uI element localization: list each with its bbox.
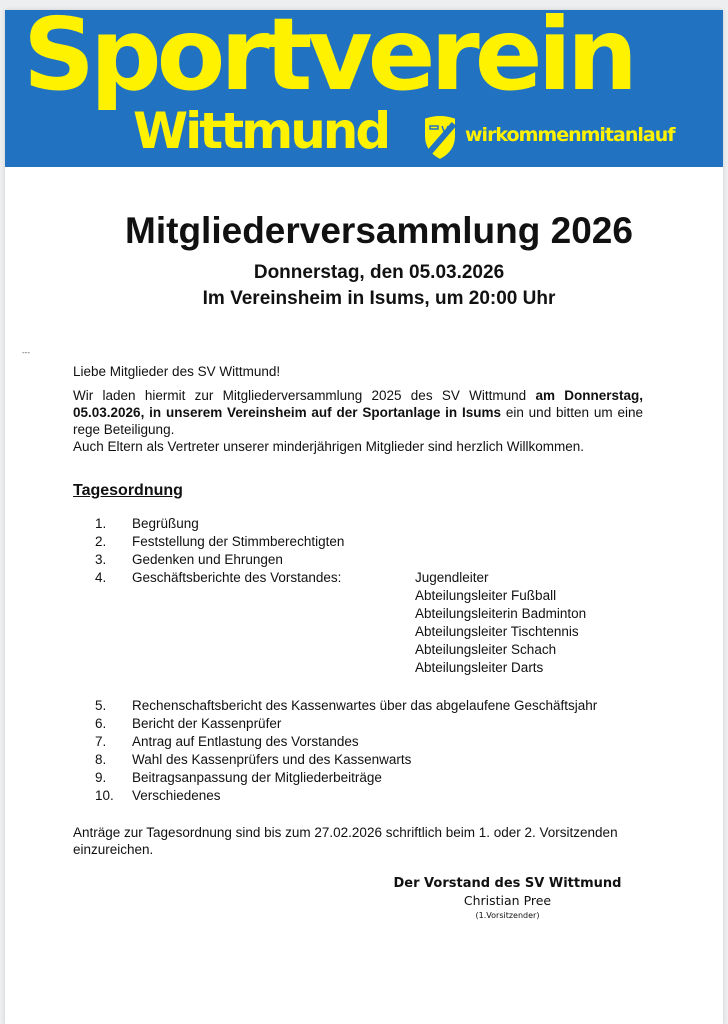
agenda-text: Verschiedenes xyxy=(132,788,221,803)
document-page xyxy=(5,10,723,1024)
agenda-text: Beitragsanpassung der Mitgliederbeiträge xyxy=(132,770,382,785)
header-banner xyxy=(5,10,723,167)
agenda-text: Gedenken und Ehrungen xyxy=(132,552,283,567)
signature-org: Der Vorstand des SV Wittmund xyxy=(393,876,622,891)
text: ein und bitten um eine rege Beteiligung. xyxy=(73,405,643,437)
report-item: Abteilungsleiter Tischtennis xyxy=(415,624,579,639)
bold-text: am Donnerstag, 05.03.2026, in unserem Vereinsheim auf der Sportanlage in Isums xyxy=(73,388,643,420)
agenda-number: 3. xyxy=(95,552,107,567)
agenda-text: Antrag auf Entlastung des Vorstandes xyxy=(132,734,359,749)
greeting: Liebe Mitglieder des SV Wittmund! xyxy=(73,364,281,379)
agenda-number: 8. xyxy=(95,752,107,767)
agenda-number: 6. xyxy=(95,716,107,731)
subtitle-location: Im Vereinsheim in Isums, um 20:00 Uhr xyxy=(202,288,556,309)
agenda-text: Feststellung der Stimmberechtigten xyxy=(132,534,345,549)
agenda-text: Rechenschaftsbericht des Kassenwartes über das abgelaufene Geschäftsjahr xyxy=(132,698,598,713)
agenda-number: 10. xyxy=(95,788,114,803)
report-item: Abteilungsleiter Schach xyxy=(415,642,557,657)
slogan: wirkommenmitanlauf xyxy=(465,124,675,146)
report-item: Abteilungsleiter Fußball xyxy=(415,588,557,603)
signature-role: (1.Vorsitzender) xyxy=(475,911,540,920)
agenda-text: Geschäftsberichte des Vorstandes: xyxy=(132,570,342,585)
agenda-number: 7. xyxy=(95,734,107,749)
invitation-paragraph xyxy=(73,387,643,455)
agenda-number: 1. xyxy=(95,516,107,531)
agenda-number: 4. xyxy=(95,570,107,585)
agenda-number: 9. xyxy=(95,770,107,785)
marker: --- xyxy=(22,348,30,357)
agenda-text: Bericht der Kassenprüfer xyxy=(132,716,282,731)
agenda-text: Wahl des Kassenprüfers und des Kassenwarts xyxy=(132,752,412,767)
logo-subtitle: Wittmund xyxy=(133,102,389,160)
report-item: Abteilungsleiter Darts xyxy=(415,660,544,675)
agenda-text: Begrüßung xyxy=(132,516,199,531)
signature-name: Christian Pree xyxy=(463,893,552,908)
text: Auch Eltern als Vertreter unserer minderjährigen Mitglieder sind herzlich Willkommen. xyxy=(73,439,584,454)
text: Wir laden hiermit zur Mitgliederversammlung 2025 des SV Wittmund xyxy=(73,388,536,403)
closing-note: Anträge zur Tagesordnung sind bis zum 27.02.2026 schriftlich beim 1. oder 2. Vorsitzenden einzureichen. xyxy=(73,825,618,857)
agenda-number: 5. xyxy=(95,698,107,713)
page-title: Mitgliederversammlung 2026 xyxy=(125,210,633,251)
agenda-number: 2. xyxy=(95,534,107,549)
report-item: Jugendleiter xyxy=(415,570,489,585)
report-item: Abteilungsleiterin Badminton xyxy=(415,606,587,621)
club-crest-icon xyxy=(420,114,460,162)
logo-title: Sportverein xyxy=(23,10,634,113)
agenda-heading: Tagesordnung xyxy=(73,482,183,499)
subtitle-date: Donnerstag, den 05.03.2026 xyxy=(253,262,505,283)
